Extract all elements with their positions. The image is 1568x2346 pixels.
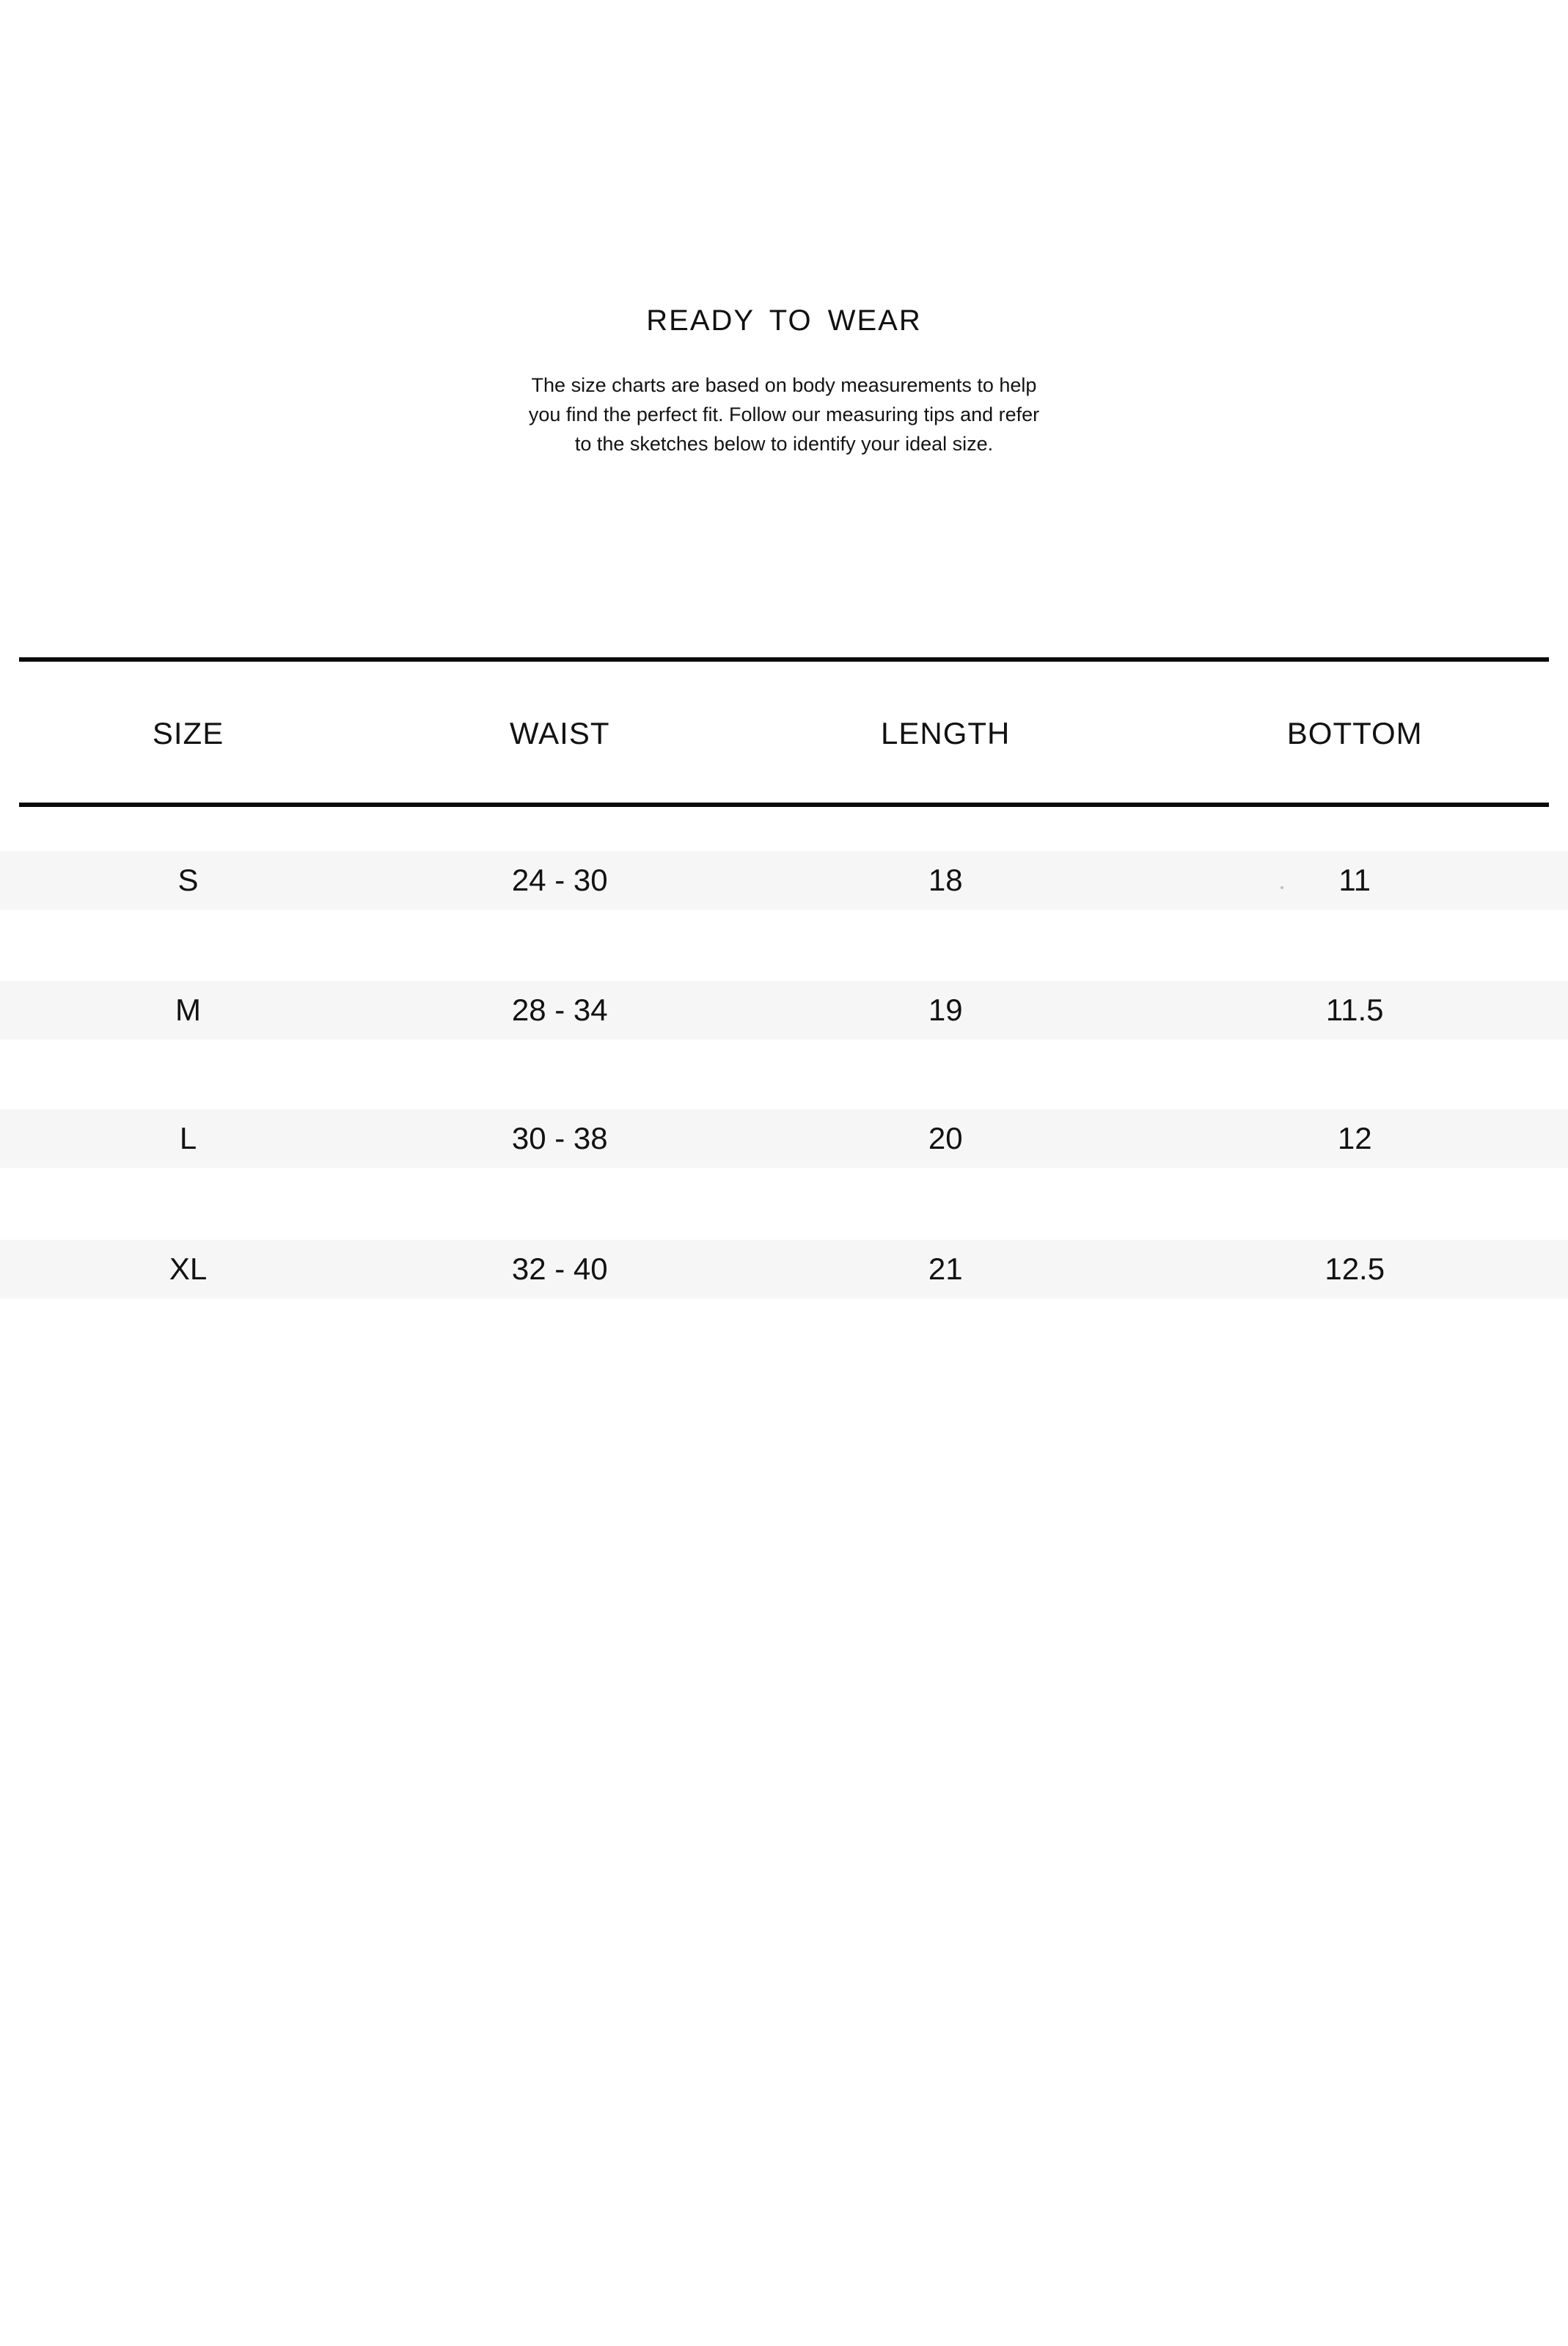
cell-waist: 32 - 40: [511, 1251, 608, 1286]
size-table-header: [0, 712, 1568, 756]
cell-bottom: 12.5: [1325, 1251, 1385, 1286]
column-header-waist: WAIST: [510, 716, 610, 750]
page-title: READY TO WEAR: [646, 304, 922, 337]
cell-bottom: 11.5: [1325, 993, 1384, 1027]
column-header-length: LENGTH: [881, 716, 1011, 750]
horizontal-rule-bottom: [19, 803, 1549, 807]
table-row: [0, 851, 1568, 910]
column-header-size: SIZE: [152, 716, 224, 750]
cell-length: 18: [928, 863, 963, 897]
intro-line: to the sketches below to identify your ideal size.: [574, 433, 994, 455]
cell-bottom: 11: [1338, 863, 1371, 897]
cell-size: XL: [169, 1251, 208, 1286]
cell-size: L: [179, 1121, 197, 1155]
cell-bottom: 12: [1337, 1121, 1372, 1155]
cell-size: S: [177, 863, 199, 897]
table-row: [0, 1240, 1568, 1298]
table-row: [0, 1109, 1568, 1168]
cell-size: M: [175, 993, 202, 1027]
intro-paragraph: [0, 370, 1568, 458]
cell-length: 19: [928, 993, 963, 1027]
cell-waist: 24 - 30: [511, 863, 608, 897]
speck-artifact: [1281, 886, 1283, 889]
cell-length: 21: [928, 1251, 963, 1286]
cell-length: 20: [928, 1121, 963, 1155]
intro-line: The size charts are based on body measurements to help: [531, 374, 1037, 396]
intro-line: you find the perfect fit. Follow our measuring tips and refer: [528, 403, 1040, 425]
table-row: [0, 981, 1568, 1039]
column-header-bottom: BOTTOM: [1286, 716, 1423, 750]
cell-waist: 28 - 34: [511, 993, 608, 1027]
horizontal-rule-top: [19, 657, 1549, 662]
cell-waist: 30 - 38: [511, 1121, 608, 1155]
